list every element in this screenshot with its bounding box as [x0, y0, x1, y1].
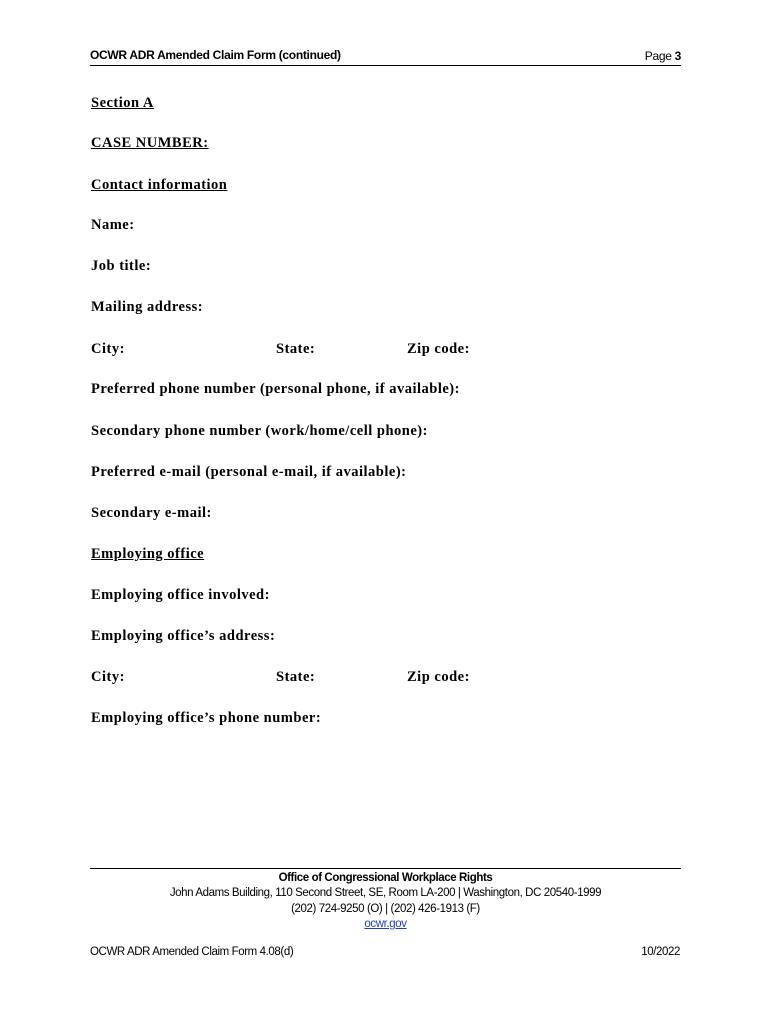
- footer-divider: [90, 868, 681, 869]
- footer-org-name: Office of Congressional Workplace Rights: [278, 872, 493, 884]
- office-involved-label: Employing office involved:: [91, 587, 270, 603]
- page-label: Page: [644, 49, 672, 63]
- office-address-label: Employing office’s address:: [91, 628, 276, 644]
- employing-office-heading: Employing office: [91, 546, 205, 562]
- office-phone-label: Employing office’s phone number:: [91, 710, 322, 726]
- preferred-email-label: Preferred e-mail (personal e-mail, if available):: [91, 464, 407, 480]
- footer-form-id: OCWR ADR Amended Claim Form 4.08(d): [90, 946, 294, 958]
- job-title-label: Job title:: [91, 258, 152, 274]
- office-state-label: State:: [276, 669, 316, 685]
- preferred-phone-label: Preferred phone number (personal phone, if available):: [91, 381, 460, 397]
- office-zip-label: Zip code:: [407, 669, 470, 685]
- zip-code-label: Zip code:: [407, 341, 470, 357]
- footer-phones: (202) 724-9250 (O) | (202) 426-1913 (F): [291, 903, 480, 915]
- page-indicator: [645, 49, 681, 63]
- secondary-email-label: Secondary e-mail:: [91, 505, 212, 521]
- city-label: City:: [91, 341, 125, 357]
- state-label: State:: [276, 341, 316, 357]
- header-title: OCWR ADR Amended Claim Form (continued): [90, 48, 341, 62]
- website-link[interactable]: ocwr.gov: [364, 918, 407, 930]
- footer-address: John Adams Building, 110 Second Street, SE, Room LA-200 | Washington, DC 20540-1999: [169, 887, 602, 899]
- name-label: Name:: [91, 217, 135, 233]
- page-header: [90, 47, 681, 66]
- contact-info-heading: Contact information: [91, 177, 228, 193]
- footer-date: 10/2022: [641, 946, 680, 958]
- section-title: Section A: [91, 95, 154, 111]
- footer-website: [90, 918, 681, 930]
- office-city-label: City:: [91, 669, 125, 685]
- page-number: 3: [674, 49, 681, 63]
- case-number-label: CASE NUMBER:: [91, 135, 209, 151]
- mailing-address-label: Mailing address:: [91, 299, 204, 315]
- secondary-phone-label: Secondary phone number (work/home/cell phone):: [91, 423, 428, 439]
